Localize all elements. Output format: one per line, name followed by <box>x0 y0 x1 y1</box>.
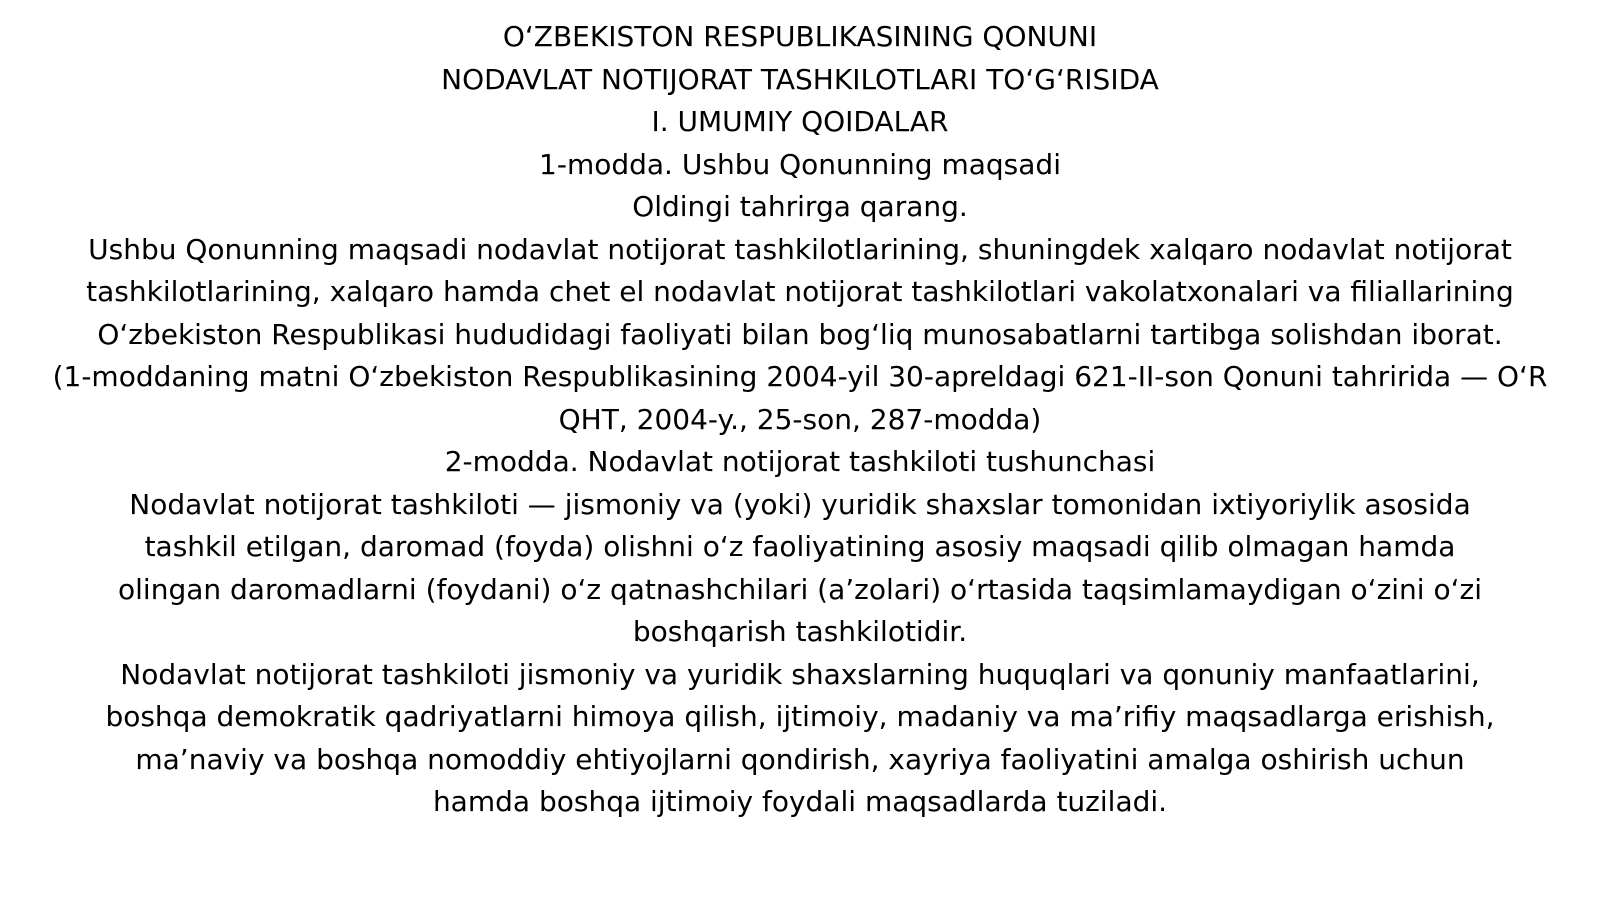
article-2-heading: 2-modda. Nodavlat notijorat tashkiloti tushunchasi <box>444 445 1156 478</box>
law-title: O‘ZBEKISTON RESPUBLIKASINING QONUNI <box>502 20 1098 53</box>
law-subject: NODAVLAT NOTIJORAT TASHKILOTLARI TO‘G‘RISIDA <box>441 62 1159 96</box>
article-1-paragraph: Ushbu Qonunning maqsadi nodavlat notijorat tashkilotlarining, shuningdek xalqaro nodavlat notijorat tashkilotlarining, xalqaro hamda chet el nodavlat notijorat tashkilotlari vakolatxonalari va filiallarining O‘zbekiston Respublikasi hududidagi faoliyati bilan bog‘liq munosabatlarni tartibga solishdan iborat. <box>86 232 1514 351</box>
article-1-amendment-note: (1-moddaning matni O‘zbekiston Respublikasining 2004-yil 30-apreldagi 621-II-son Qonuni tahririda — O‘R QHT, 2004-y., 25-son, 287-modda) <box>52 360 1548 436</box>
article-2-paragraph-2: Nodavlat notijorat tashkiloti jismoniy va yuridik shaxslarning huquqlari va qonuniy manfaatlarini, boshqa demokratik qadriyatlarni himoya qilish, ijtimoiy, madaniy va ma’rifiy maqsadlarga erishish, ma’naviy va boshqa nomoddiy ehtiyojlarni qondirish, xayriya faoliyatini amalga oshirish uchun hamda boshqa ijtimoiy foydali maqsadlarda tuziladi. <box>105 657 1495 818</box>
previous-revision-link[interactable]: Oldingi tahrirga qarang. <box>632 190 968 223</box>
article-2-paragraph-1: Nodavlat notijorat tashkiloti — jismoniy va (yoki) yuridik shaxslar tomonidan ixtiyoriylik asosida tashkil etilgan, daromad (foyda) olishni o‘z faoliyatining asosiy maqsadi qilib olmagan hamda olingan daromadlarni (foydani) o‘z qatnashchilari (a’zolari) o‘rtasida taqsimlamaydigan o‘zini o‘zi boshqarish tashkilotidir. <box>118 487 1482 648</box>
chapter-heading: I. UMUMIY QOIDALAR <box>651 105 949 138</box>
article-1-heading: 1-modda. Ushbu Qonunning maqsadi <box>539 147 1061 181</box>
